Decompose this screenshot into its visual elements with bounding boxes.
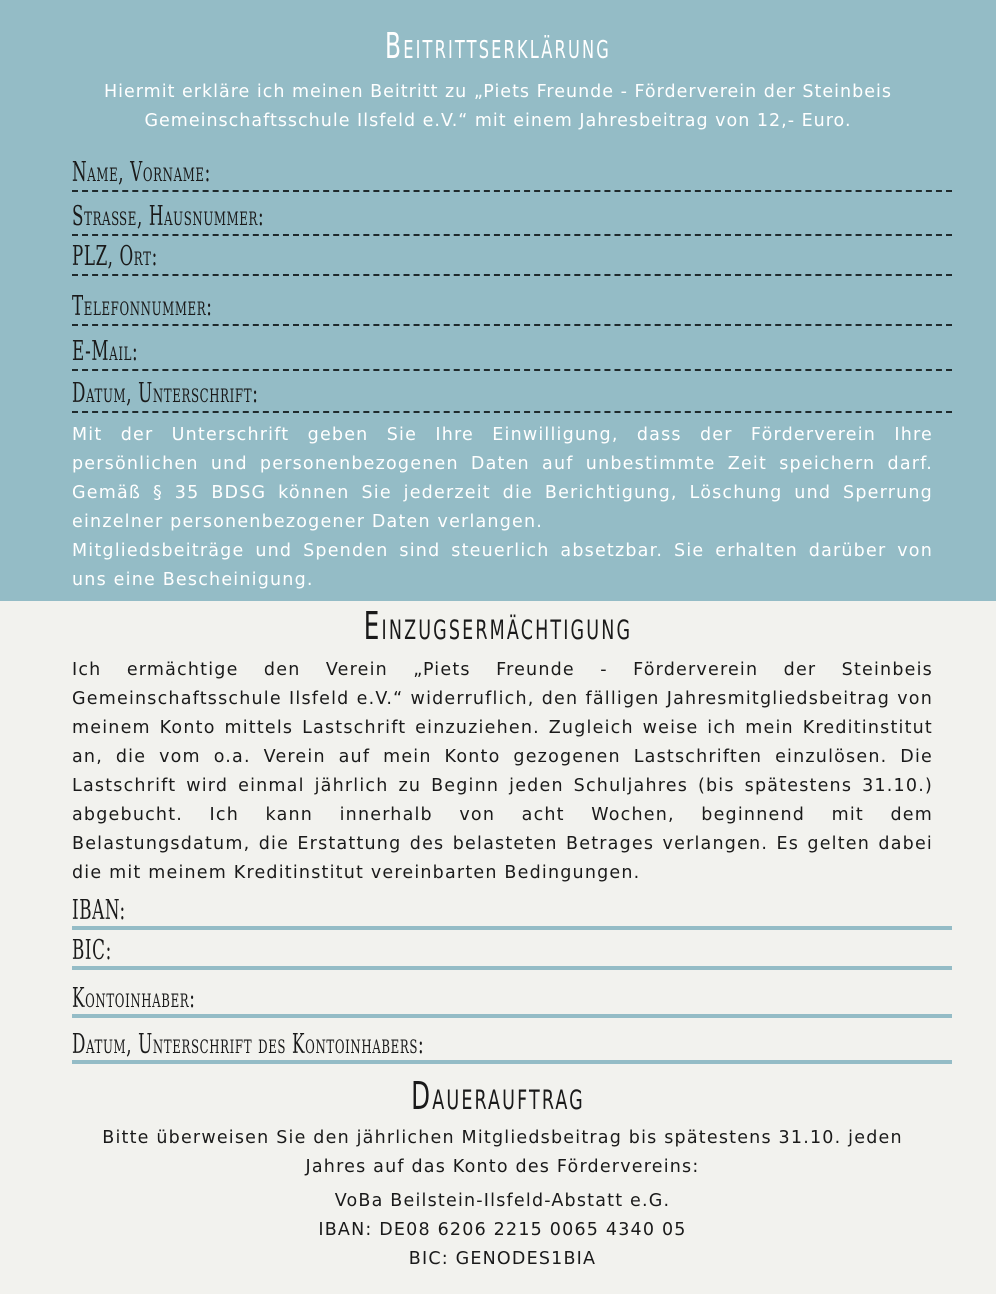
tax-note: Mitgliedsbeiträge und Spenden sind steuerlich absetzbar. Sie erhalten darüber von uns eine Bescheinigung. <box>72 541 933 590</box>
bank-iban: IBAN: DE08 6206 2215 0065 4340 05 <box>318 1220 687 1240</box>
email-label: E-Mail: <box>72 336 139 367</box>
bic-line <box>72 966 952 970</box>
signature-label: Datum, Unterschrift: <box>72 378 259 409</box>
bank-details <box>72 1187 933 1274</box>
bic-label: BIC: <box>72 935 112 966</box>
membership-title: Beitrittserklärung <box>385 26 611 67</box>
holder-signature-label: Datum, Unterschrift des Kontoinhabers: <box>72 1029 425 1060</box>
city-line <box>72 274 952 276</box>
name-label: Name, Vorname: <box>72 157 211 188</box>
street-field[interactable] <box>72 194 952 236</box>
debit-paragraph: Ich ermächtige den Verein „Piets Freunde - Förderverein der Steinbeis Gemeinschaftsschule Ilsfeld e.V.“ widerruflich, den fälligen Jahresmitgliedsbeitrag von meinem Konto mittels Lastschrift einzuziehen. Zugleich weise ich mein Kreditinstitut an, die vom o.a. Verein auf mein Konto gezogenen Lastschriften einzulösen. Die Lastschrift wird einmal jährlich zu Beginn jeden Schuljahres (bis spätestens 31.10.) abgebucht. Ich kann innerhalb von acht Wochen, beginnend mit dem Belastungsdatum, die Erstattung des belasteten Betrages verlangen. Es gelten dabei die mit meinem Kreditinstitut vereinbarten Bedingungen. <box>72 660 933 883</box>
debit-text <box>72 656 933 888</box>
phone-label: Telefonnummer: <box>72 291 213 322</box>
standing-order-text: Bitte überweisen Sie den jährlichen Mitgliedsbeitrag bis spätestens 31.10. jeden Jahres auf das Konto des Fördervereins: <box>102 1128 903 1177</box>
name-line <box>72 190 952 192</box>
account-holder-line <box>72 1014 952 1018</box>
debit-title: Einzugsermächtigung <box>363 604 633 648</box>
bank-name: VoBa Beilstein-Ilsfeld-Abstatt e.G. <box>334 1191 671 1211</box>
iban-line <box>72 926 952 930</box>
consent-text <box>72 421 933 595</box>
account-holder-field[interactable] <box>72 976 952 1018</box>
account-holder-label: Kontoinhaber: <box>72 983 196 1014</box>
bank-bic: BIC: GENODES1BIA <box>408 1249 597 1269</box>
iban-label: IBAN: <box>72 895 126 926</box>
name-field[interactable] <box>72 150 952 192</box>
holder-signature-line <box>72 1060 952 1064</box>
consent-paragraph: Mit der Unterschrift geben Sie Ihre Einwilligung, dass der Förderverein Ihre persönlichen und personenbezogenen Daten auf unbestimmte Zeit speichern darf. Gemäß § 35 BDSG können Sie jederzeit die Berichtigung, Löschung und Sperrung einzelner personenbezogener Daten verlangen. <box>72 425 933 532</box>
holder-signature-field[interactable] <box>72 1020 952 1064</box>
email-field[interactable] <box>72 328 952 371</box>
phone-line <box>72 324 952 326</box>
street-label: Straße, Hausnummer: <box>72 201 265 232</box>
membership-intro: Hiermit erkläre ich meinen Beitritt zu „Piets Freunde - Förderverein der Steinbeis Gemeinschaftsschule Ilsfeld e.V.“ mit einem Jahresbeitrag von 12,- Euro. <box>104 82 892 131</box>
standing-order-title: Dauerauftrag <box>411 1074 585 1118</box>
signature-field[interactable] <box>72 370 952 413</box>
signature-line <box>72 411 952 413</box>
city-label: PLZ, Ort: <box>72 241 158 272</box>
iban-field[interactable] <box>72 890 952 930</box>
phone-field[interactable] <box>72 280 952 326</box>
city-field[interactable] <box>72 236 952 276</box>
bic-field[interactable] <box>72 932 952 970</box>
